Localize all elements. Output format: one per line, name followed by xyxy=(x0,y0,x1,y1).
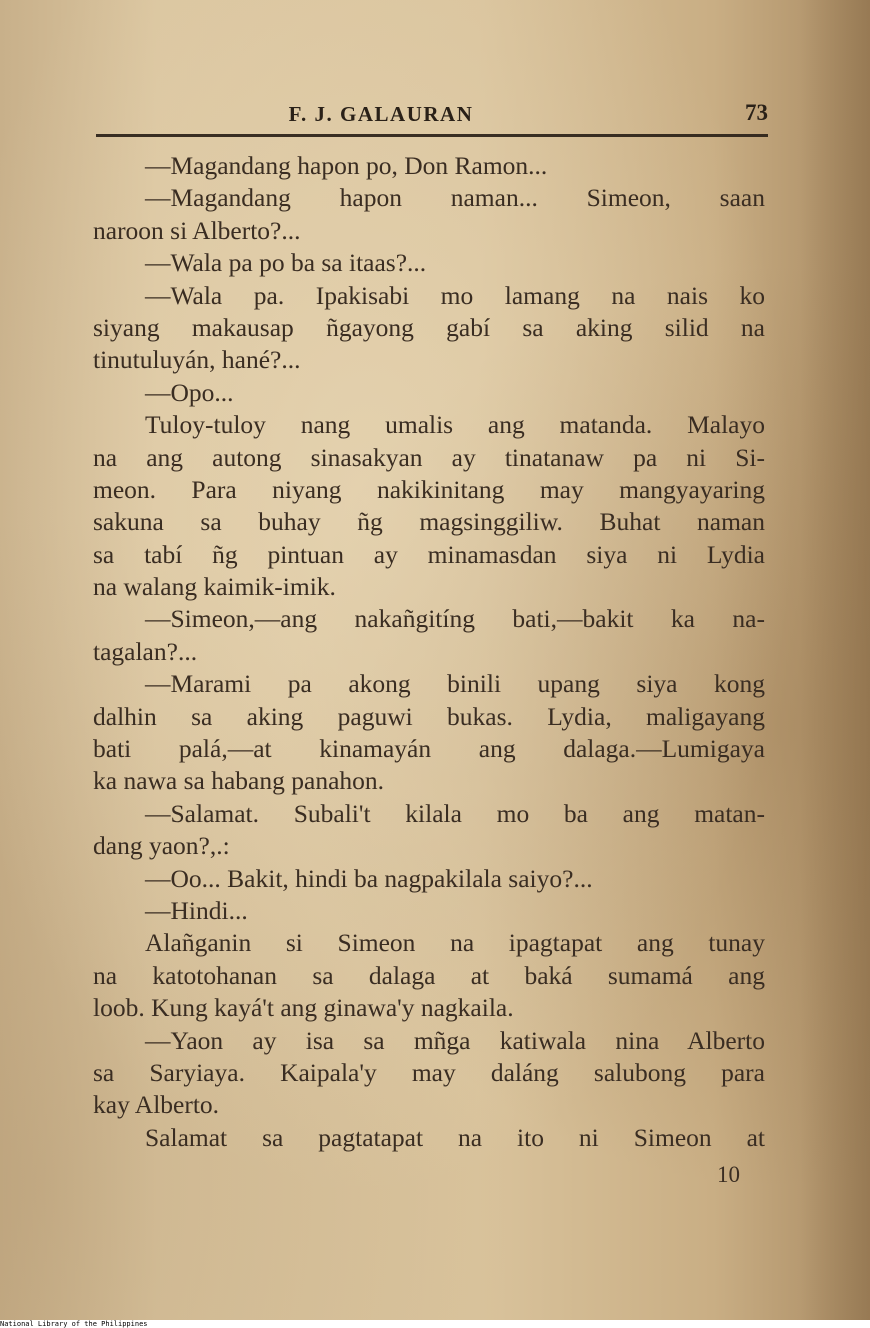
text-line: —Hindi... xyxy=(145,895,248,925)
text-line: —Magandang hapon po, Don Ramon... xyxy=(145,151,548,180)
text-line: tinutuluyán, hané?... xyxy=(93,345,301,375)
text-line: Tuloy-tuloy nang umalis ang matanda. Malayo xyxy=(145,410,765,440)
library-credit: National Library of the Philippines xyxy=(0,1320,148,1328)
text-line: loob. Kung kayá't ang ginawa'y nagkaila. xyxy=(93,993,514,1023)
text-line: Alañganin si Simeon na ipagtapat ang tunay xyxy=(145,928,765,958)
text-line: sa tabí ñg pintuan ay minamasdan siya ni Lydia xyxy=(93,539,765,569)
text-line: —Wala pa. Ipakisabi mo lamang na nais ko xyxy=(145,280,765,310)
body-text xyxy=(93,150,765,1154)
text-line: ka nawa sa habang panahon. xyxy=(93,766,385,796)
text-line: na katotohanan sa dalaga at baká sumamá ang xyxy=(93,960,765,990)
text-line: na ang autong sinasakyan ay tinatanaw pa ni Si- xyxy=(93,442,765,472)
text-line: kay Alberto. xyxy=(93,1090,220,1120)
text-line: na walang kaimik-imik. xyxy=(93,572,336,602)
signature-mark: 10 xyxy=(717,1162,740,1187)
text-line: Salamat sa pagtatapat na ito ni Simeon at xyxy=(145,1122,765,1152)
text-line: —Marami pa akong binili upang siya kong xyxy=(145,669,765,699)
running-header xyxy=(96,100,768,130)
text-line: siyang makausap ñgayong gabí sa aking silid na xyxy=(93,312,765,342)
text-line: —Opo... xyxy=(145,377,234,407)
text-line: —Yaon ay isa sa mñga katiwala nina Alberto xyxy=(145,1025,765,1055)
header-rule xyxy=(96,134,768,137)
text-line: bati palá,—at kinamayán ang dalaga.—Lumigaya xyxy=(93,734,765,764)
text-line: —Oo... Bakit, hindi ba nagpakilala saiyo?... xyxy=(145,863,593,893)
text-line: —Simeon,—ang nakañgitíng bati,—bakit ka na- xyxy=(145,604,765,634)
text-line: dalhin sa aking paguwi bukas. Lydia, maligayang xyxy=(93,701,765,731)
page-edge-shadow xyxy=(800,0,870,1320)
text-line: meon. Para niyang nakikinitang may mangyayaring xyxy=(93,474,765,504)
running-header-title: F. J. GALAURAN xyxy=(288,102,474,126)
text-line: sa Saryiaya. Kaipala'y may daláng salubong para xyxy=(93,1057,765,1087)
text-line: —Magandang hapon naman... Simeon, saan xyxy=(145,183,765,213)
text-line: sakuna sa buhay ñg magsinggiliw. Buhat naman xyxy=(93,507,765,537)
text-line: —Wala pa po ba sa itaas?... xyxy=(145,248,427,278)
text-line: dang yaon?,.: xyxy=(93,831,230,861)
text-line: tagalan?... xyxy=(93,636,198,666)
text-line: naroon si Alberto?... xyxy=(93,215,301,245)
text-line: —Salamat. Subali't kilala mo ba ang matan- xyxy=(145,798,765,828)
page-number: 73 xyxy=(745,100,768,125)
